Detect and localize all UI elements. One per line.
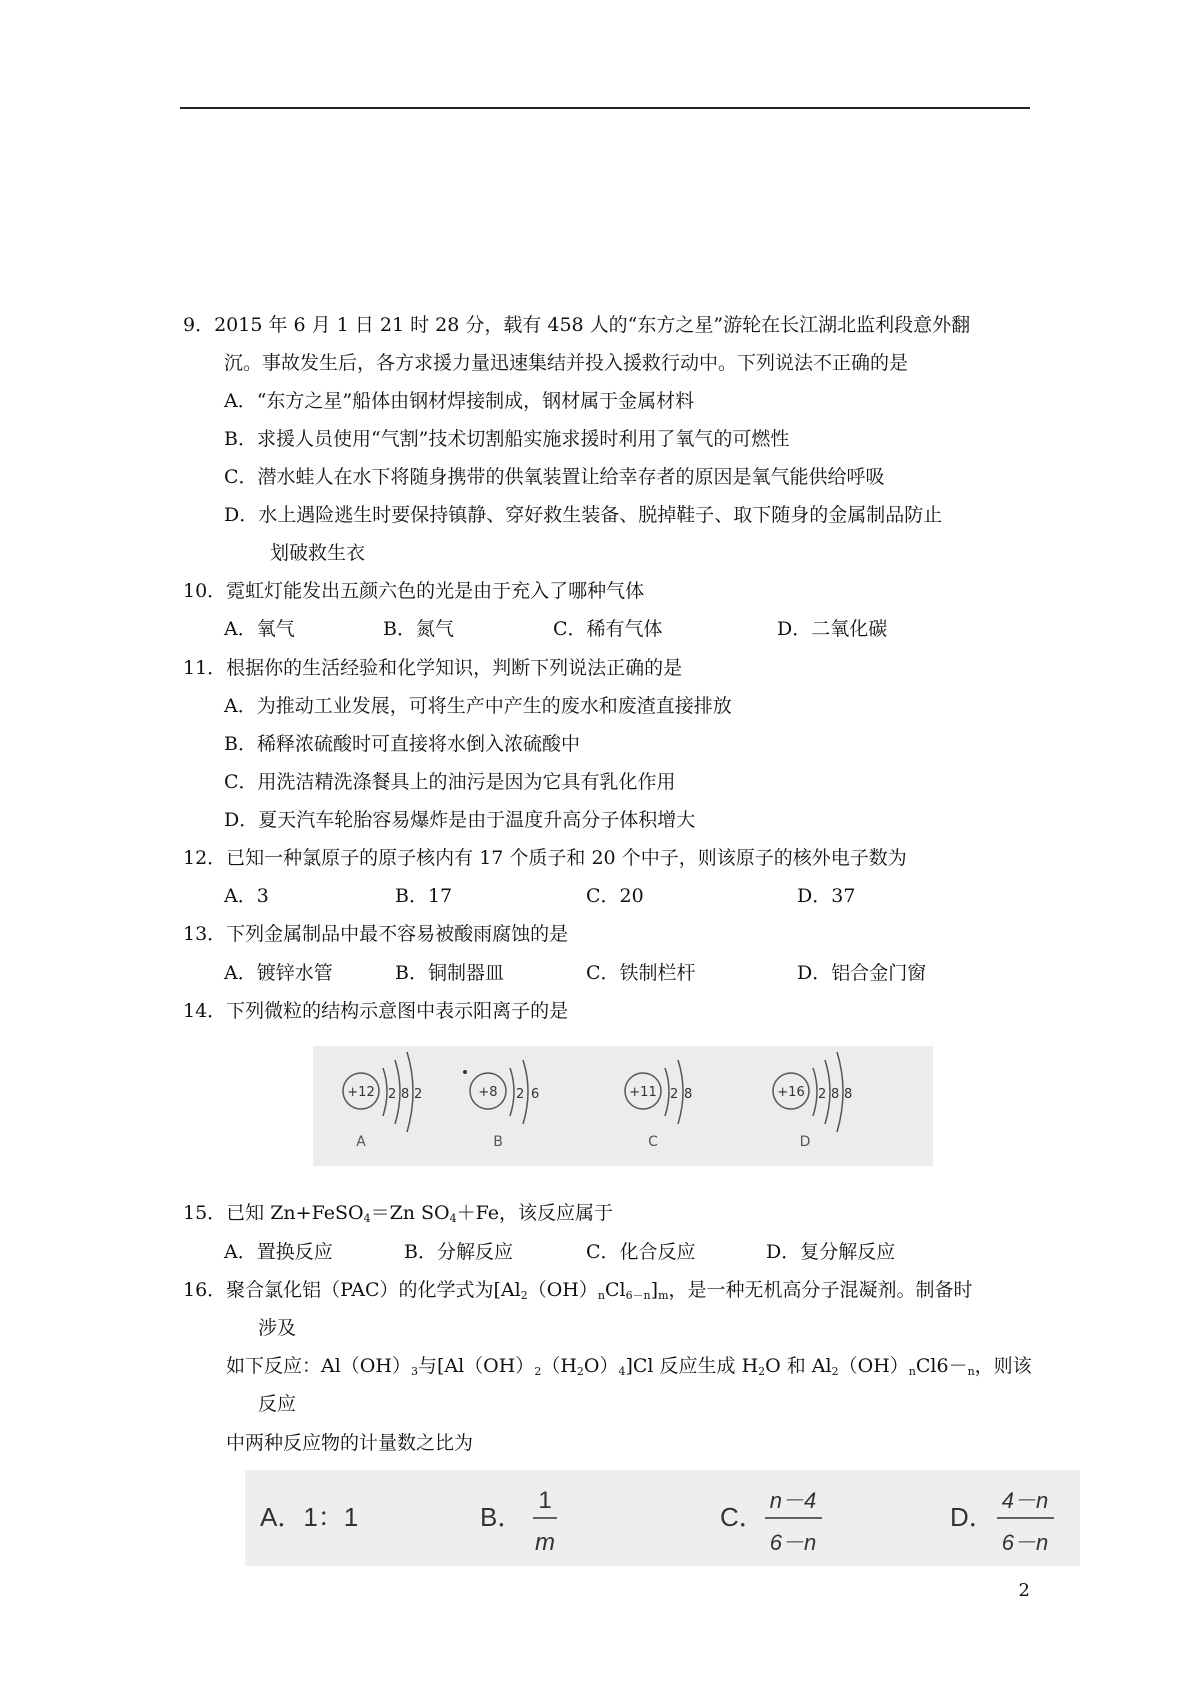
atom-c-nucleus: +11	[629, 1085, 657, 1100]
q11-option-a: A．为推动工业发展，可将生产中产生的废水和废渣直接排放	[224, 695, 732, 717]
q15-option-a: A．置换反应	[224, 1241, 333, 1263]
q16-option-d-label: D．	[950, 1502, 995, 1532]
q12-option-a: A．3	[224, 885, 269, 907]
q16-option-d-denominator: 6－n	[1001, 1530, 1049, 1555]
atom-structure-diagram	[313, 1046, 933, 1166]
q16-stem-line4: 反应	[258, 1393, 297, 1415]
atom-a-shell-3: 2	[414, 1087, 423, 1102]
q12-option-c: C．20	[586, 885, 644, 907]
q16-option-b-label: B．	[480, 1502, 524, 1532]
q14-stem: 14．下列微粒的结构示意图中表示阳离子的是	[183, 1000, 569, 1022]
q10-option-b: B．氮气	[383, 618, 454, 640]
atom-structure-figure	[313, 1046, 933, 1166]
q12-stem: 12．已知一种氯原子的原子核内有 17 个质子和 20 个中子，则该原子的核外电子数为	[183, 847, 907, 869]
q12-option-d: D．37	[797, 885, 856, 907]
q16-options-image	[245, 1470, 1080, 1566]
q16-option-b-numerator: 1	[538, 1487, 552, 1514]
q11-option-d: D．夏天汽车轮胎容易爆炸是由于温度升高分子体积增大	[224, 809, 696, 831]
atom-b-shell-2: 6	[531, 1087, 540, 1102]
q11-option-c: C．用洗洁精洗涤餐具上的油污是因为它具有乳化作用	[224, 771, 676, 793]
q9-option-d-line2: 划破救生衣	[270, 542, 366, 564]
q10-option-a: A．氧气	[224, 618, 295, 640]
atom-a-shell-2: 8	[401, 1087, 410, 1102]
atom-d-shell-2: 8	[831, 1087, 840, 1102]
atom-a-shell-1: 2	[388, 1087, 397, 1102]
q10-stem: 10．霓虹灯能发出五颜六色的光是由于充入了哪种气体	[183, 580, 645, 602]
q16-options-svg	[245, 1470, 1080, 1566]
atom-d-label: D	[799, 1134, 811, 1150]
atom-d-shell-3: 8	[844, 1087, 853, 1102]
q9-stem-line2: 沉。事故发生后，各方求援力量迅速集结并投入援救行动中。下列说法不正确的是	[224, 352, 909, 374]
q13-option-a: A．镀锌水管	[224, 962, 333, 984]
q9-option-c: C．潜水蛙人在水下将随身携带的供氧装置让给幸存者的原因是氧气能供给呼吸	[224, 466, 885, 488]
q10-option-c: C．稀有气体	[553, 618, 663, 640]
atom-c-label: C	[648, 1134, 658, 1150]
q16-option-b-denominator: m	[535, 1529, 555, 1556]
atom-a-nucleus: +12	[347, 1085, 375, 1100]
q15-option-d: D．复分解反应	[766, 1241, 896, 1263]
q12-option-b: B．17	[395, 885, 453, 907]
atom-b-nucleus: +8	[478, 1085, 498, 1100]
atom-b-label: B	[493, 1134, 503, 1150]
q9-option-d-line1: D．水上遇险逃生时要保持镇静、穿好救生装备、脱掉鞋子、取下随身的金属制品防止	[224, 504, 943, 526]
q16-stem-line5: 中两种反应物的计量数之比为	[226, 1432, 474, 1454]
q11-option-b: B．稀释浓硫酸时可直接将水倒入浓硫酸中	[224, 733, 580, 755]
q15-stem: 15．已知 Zn+FeSO$_4$＝Zn $SO_4+Fe$，该反应属于	[183, 1202, 614, 1225]
q9-option-b: B．求援人员使用“气割”技术切割船实施求援时利用了氧气的可燃性	[224, 428, 790, 450]
q16-option-d-numerator: 4－n	[1001, 1488, 1049, 1513]
atom-d-nucleus: +16	[777, 1085, 805, 1100]
atom-a-label: A	[356, 1134, 366, 1150]
q16-option-c-label: C．	[720, 1502, 765, 1532]
q11-stem: 11．根据你的生活经验和化学知识，判断下列说法正确的是	[183, 657, 683, 679]
q16-option-a: A．1：1	[260, 1502, 359, 1532]
atom-d-shell-1: 2	[818, 1087, 827, 1102]
q15-option-b: B．分解反应	[404, 1241, 513, 1263]
q13-stem: 13．下列金属制品中最不容易被酸雨腐蚀的是	[183, 923, 569, 945]
q13-option-d: D．铝合金门窗	[797, 962, 927, 984]
q16-option-c-denominator: 6－n	[769, 1530, 817, 1555]
q9-stem-line1: 9．2015 年 6 月 1 日 21 时 28 分，载有 458 人的“东方之星”游轮在长江湖北监利段意外翻	[183, 314, 971, 336]
q10-option-d: D．二氧化碳	[777, 618, 888, 640]
q16-stem-line3: 如下反应：$Al(OH)_3$与$[Al(OH)_2(H_2O)_4]Cl$ 反应生成 $H_2O$ 和 $Al_2(OH)_nCl6-_n$，则该	[226, 1355, 1032, 1378]
q16-stem-line1: 16．聚合氯化铝（PAC）的化学式为$[Al_2(OH)_nCl_{6-n}]_m$，是一种无机高分子混凝剂。制备时	[183, 1279, 973, 1302]
atom-b-shell-1: 2	[516, 1087, 525, 1102]
page-number: 2	[1018, 1580, 1030, 1601]
atom-c-shell-1: 2	[670, 1087, 679, 1102]
q9-option-a: A．“东方之星”船体由钢材焊接制成，钢材属于金属材料	[224, 390, 695, 412]
atom-b-dot	[463, 1070, 467, 1074]
q16-option-c-numerator: n－4	[769, 1488, 817, 1513]
q13-option-b: B．铜制器皿	[395, 962, 504, 984]
q16-stem-line2: 涉及	[258, 1317, 297, 1339]
atom-c-shell-2: 8	[684, 1087, 693, 1102]
header-rule	[180, 107, 1030, 109]
q13-option-c: C．铁制栏杆	[586, 962, 696, 984]
q15-option-c: C．化合反应	[586, 1241, 696, 1263]
